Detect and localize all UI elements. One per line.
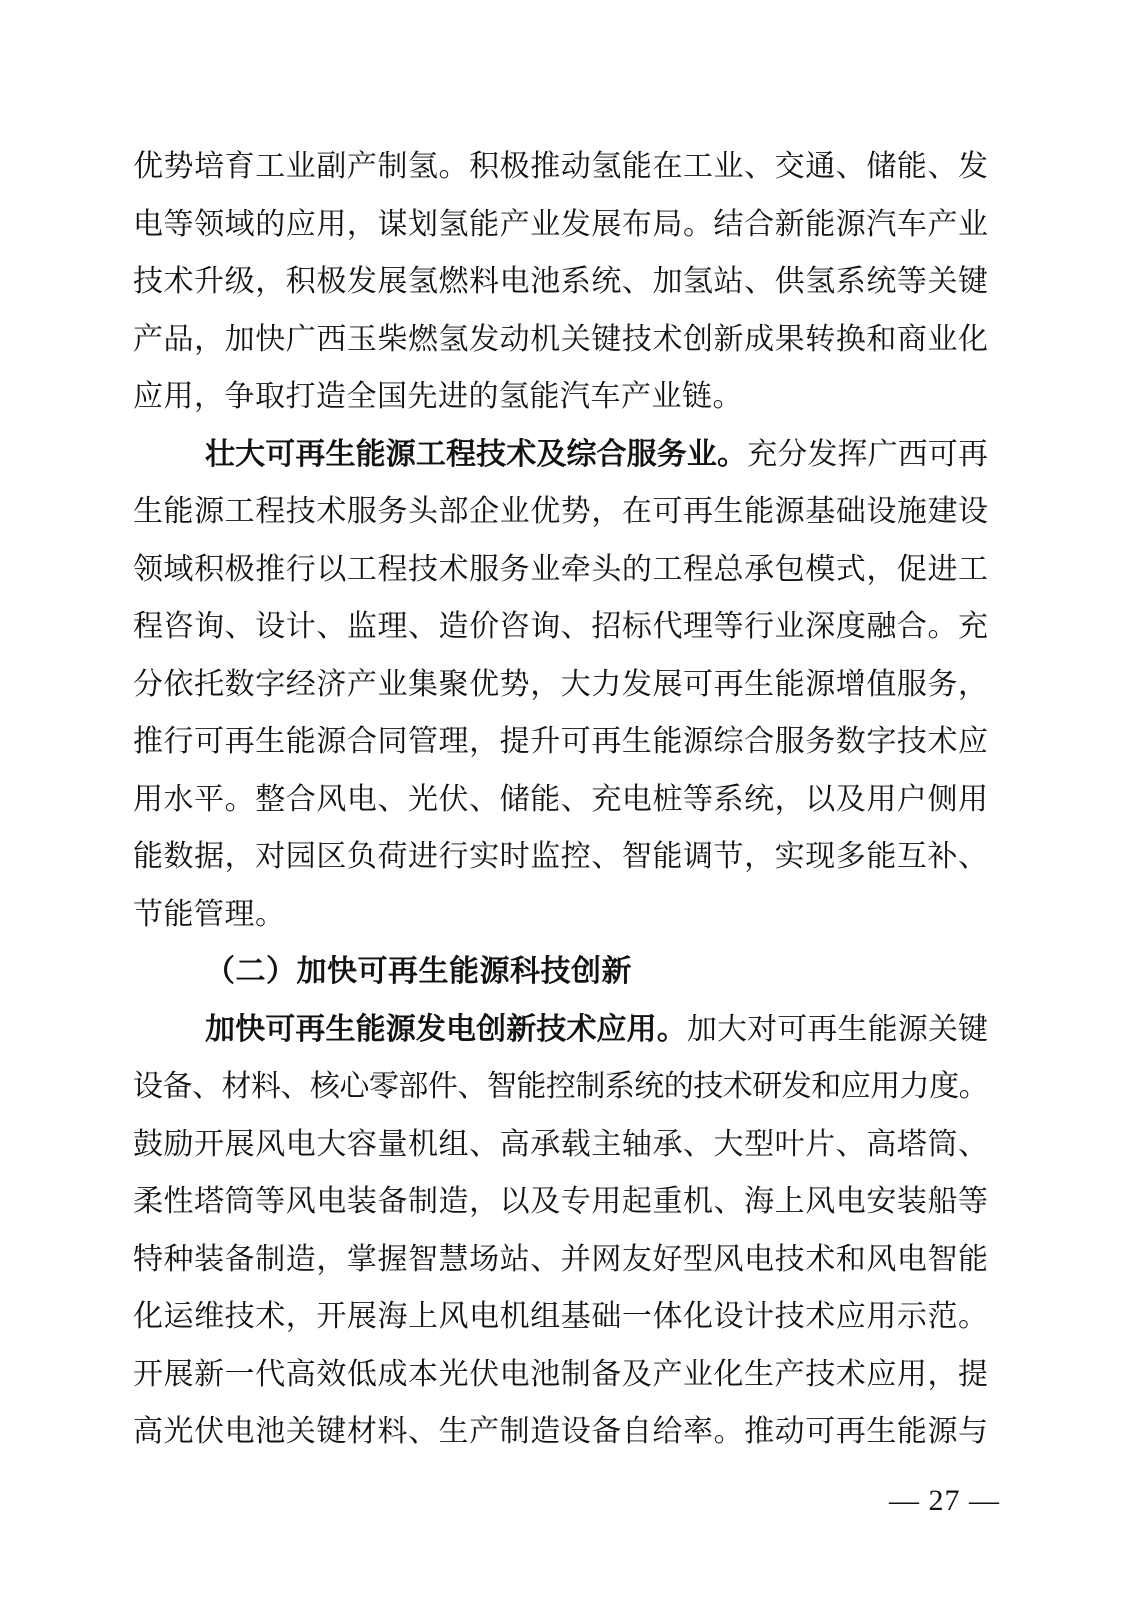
- text-run: 生能源工程技术服务头部企业优势，在可再生能源基础设施建设: [133, 495, 988, 528]
- text-run: 程咨询、设计、监理、造价咨询、招标代理等行业深度融合。充: [133, 610, 988, 643]
- text-run: 应用，争取打造全国先进的氢能汽车产业链。: [133, 380, 743, 413]
- body-text-line: [133, 598, 988, 656]
- text-run: 优势培育工业副产制氢。积极推动氢能在工业、交通、储能、发: [133, 150, 988, 183]
- body-text-line: [133, 541, 988, 599]
- page-number: — 27 —: [889, 1484, 1000, 1517]
- text-run: 产品，加快广西玉柴燃氢发动机关键技术创新成果转换和商业化: [133, 322, 988, 356]
- text-run: 推行可再生能源合同管理，提升可再生能源综合服务数字技术应: [133, 725, 988, 758]
- body-text-line: [133, 311, 988, 369]
- body-text-line: [133, 1288, 988, 1346]
- body-text-line: [133, 253, 988, 311]
- text-run: 用水平。整合风电、光伏、储能、充电桩等系统，以及用户侧用: [133, 782, 988, 816]
- body-text-line: [133, 138, 988, 196]
- text-run: 技术升级，积极发展氢燃料电池系统、加氢站、供氢系统等关键: [133, 265, 988, 298]
- text-run: 鼓励开展风电大容量机组、高承载主轴承、大型叶片、高塔筒、: [133, 1127, 988, 1161]
- body-text-line: [133, 771, 988, 829]
- body-text-line: [133, 1058, 988, 1116]
- body-text-line: [133, 1001, 988, 1059]
- text-run: 设备、材料、核心零部件、智能控制系统的技术研发和应用力度。: [133, 1070, 988, 1103]
- body-text-line: [133, 1231, 988, 1289]
- text-run: 节能管理。: [133, 897, 286, 931]
- bold-lead-run: 加快可再生能源发电创新技术应用。: [205, 1012, 687, 1046]
- body-text-line: [133, 483, 988, 541]
- text-run: 高光伏电池关键材料、生产制造设备自给率。推动可再生能源与: [133, 1415, 988, 1448]
- body-text-line: [133, 1346, 988, 1404]
- body-text-line: [133, 1173, 988, 1231]
- body-text-line: [133, 713, 988, 771]
- body-text-line: [133, 368, 988, 426]
- body-text-line: [133, 196, 988, 254]
- text-run: 化运维技术，开展海上风电机组基础一体化设计技术应用示范。: [133, 1300, 988, 1333]
- body-text-line: [133, 886, 988, 944]
- text-run: 能数据，对园区负荷进行实时监控、智能调节，实现多能互补、: [133, 840, 988, 873]
- text-run: 柔性塔筒等风电装备制造，以及专用起重机、海上风电安装船等: [133, 1185, 988, 1218]
- text-run: 开展新一代高效低成本光伏电池制备及产业化生产技术应用，提: [133, 1357, 988, 1391]
- body-text-line: [133, 828, 988, 886]
- document-body: [133, 138, 988, 1461]
- text-run: 特种装备制造，掌握智慧场站、并网友好型风电技术和风电智能: [133, 1242, 988, 1276]
- body-text-line: [133, 656, 988, 714]
- body-text-line: [133, 1116, 988, 1174]
- text-run: 领域积极推行以工程技术服务业牵头的工程总承包模式，促进工: [133, 552, 988, 586]
- text-run: 加大对可再生能源关键: [686, 1012, 989, 1046]
- text-run: 分依托数字经济产业集聚优势，大力发展可再生能源增值服务，: [133, 667, 988, 701]
- bold-lead-run: （二）加快可再生能源科技创新: [205, 955, 632, 988]
- body-text-line: [133, 1403, 988, 1461]
- bold-lead-run: 壮大可再生能源工程技术及综合服务业。: [205, 437, 748, 471]
- text-run: 充分发挥广西可再: [747, 437, 989, 471]
- section-heading-line: [133, 943, 988, 1001]
- text-run: 电等领域的应用，谋划氢能产业发展布局。结合新能源汽车产业: [133, 207, 988, 241]
- body-text-line: [133, 426, 988, 484]
